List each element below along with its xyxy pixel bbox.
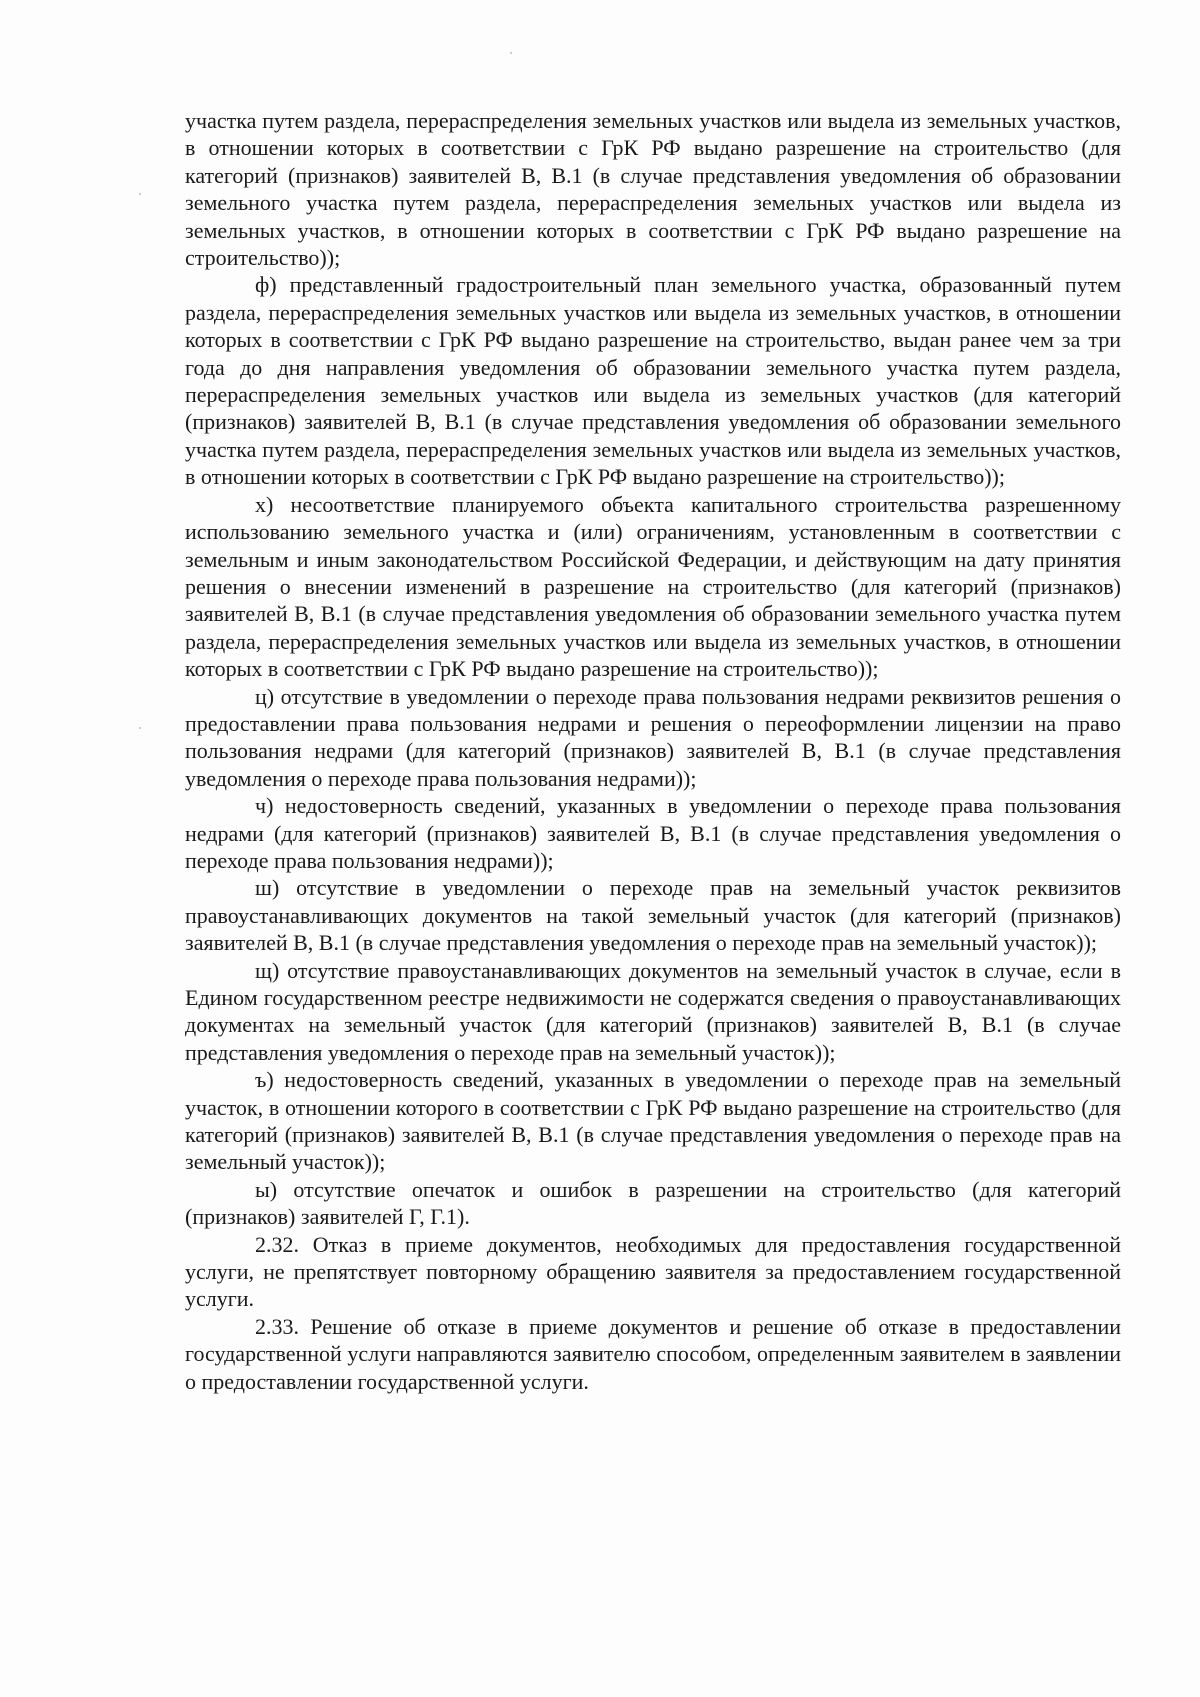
paragraph-item-sh: ш) отсутствие в уведомлении о переходе прав на земельный участок реквизитов правоустанавливающих документов на такой земельный участок (для категорий (признаков) заявителей В, В.1 (в случае представления уведомления о переходе прав на земельный участок)); (185, 875, 1121, 956)
paragraph-item-y: ы) отсутствие опечаток и ошибок в разрешении на строительство (для категорий (признаков) заявителей Г, Г.1). (185, 1176, 1121, 1230)
paragraph-item-f: ф) представленный градостроительный план земельного участка, образованный путем раздела, перераспределения земельных участков или выдела из земельных участков, в отношении которых в соответствии с ГрК РФ выдано разрешение на строительство, выдан ранее чем за три года до дня направления уведомления об образовании земельного участка путем раздела, перераспределения земельных участков или выдела из земельных участков (для категорий (признаков) заявителей В, В.1 (в случае представления уведомления об образовании земельного участка путем раздела, перераспределения земельных участков или выдела из земельных участков, в отношении которых в соответствии с ГрК РФ выдано разрешение на строительство)); (185, 272, 1121, 490)
scan-speck (139, 193, 141, 195)
paragraph-item-hard-sign: ъ) недостоверность сведений, указанных в уведомлении о переходе прав на земельный участок, в отношении которого в соответствии с ГрК РФ выдано разрешение на строительство (для категорий (признаков) заявителей В, В.1 (в случае представления уведомления о переходе прав на земельный участок)); (185, 1067, 1121, 1175)
paragraph-section-2-33: 2.33. Решение об отказе в приеме документов и решение об отказе в предоставлении государственной услуги направляются заявителю способом, определенным заявителем в заявлении о предоставлении государственной услуги. (185, 1313, 1121, 1394)
paragraph-continuation: участка путем раздела, перераспределения земельных участков или выдела из земельных участков, в отношении которых в соответствии с ГрК РФ выдано разрешение на строительство (для категорий (признаков) заявителей В, В.1 (в случае представления уведомления об образовании земельного участка путем раздела, перераспределения земельных участков или выдела из земельных участков, в отношении которых в соответствии с ГрК РФ выдано разрешение на строительство)); (185, 108, 1121, 271)
paragraph-item-ch: ч) недостоверность сведений, указанных в уведомлении о переходе права пользования недрами (для категорий (признаков) заявителей В, В.1 (в случае представления уведомления о переходе права пользования недрами)); (185, 793, 1121, 873)
document-body (185, 107, 1121, 1395)
paragraph-item-shch: щ) отсутствие правоустанавливающих документов на земельный участок в случае, если в Едином государственном реестре недвижимости не содержатся сведения о правоустанавливающих документах на земельный участок (для категорий (признаков) заявителей В, В.1 (в случае представления уведомления о переходе прав на земельный участок)); (185, 957, 1121, 1065)
paragraph-item-ts: ц) отсутствие в уведомлении о переходе права пользования недрами реквизитов решения о предоставлении права пользования недрами и решения о переоформлении лицензии на право пользования недрами (для категорий (признаков) заявителей В, В.1 (в случае представления уведомления о переходе права пользования недрами)); (185, 683, 1121, 791)
scan-speck (139, 727, 141, 729)
paragraph-item-kh: х) несоответствие планируемого объекта капитального строительства разрешенному использованию земельного участка и (или) ограничениям, установленным в соответствии с земельным и иным законодательством Российской Федерации, и действующим на дату принятия решения о внесении изменений в разрешение на строительство (для категорий (признаков) заявителей В, В.1 (в случае представления уведомления об образовании земельного участка путем раздела, перераспределения земельных участков или выдела из земельных участков, в отношении которых в соответствии с ГрК РФ выдано разрешение на строительство)); (185, 491, 1121, 682)
scan-speck (510, 52, 512, 54)
paragraph-section-2-32: 2.32. Отказ в приеме документов, необходимых для предоставления государственной услуги, не препятствует повторному обращению заявителя за предоставлением государственной услуги. (185, 1231, 1121, 1312)
